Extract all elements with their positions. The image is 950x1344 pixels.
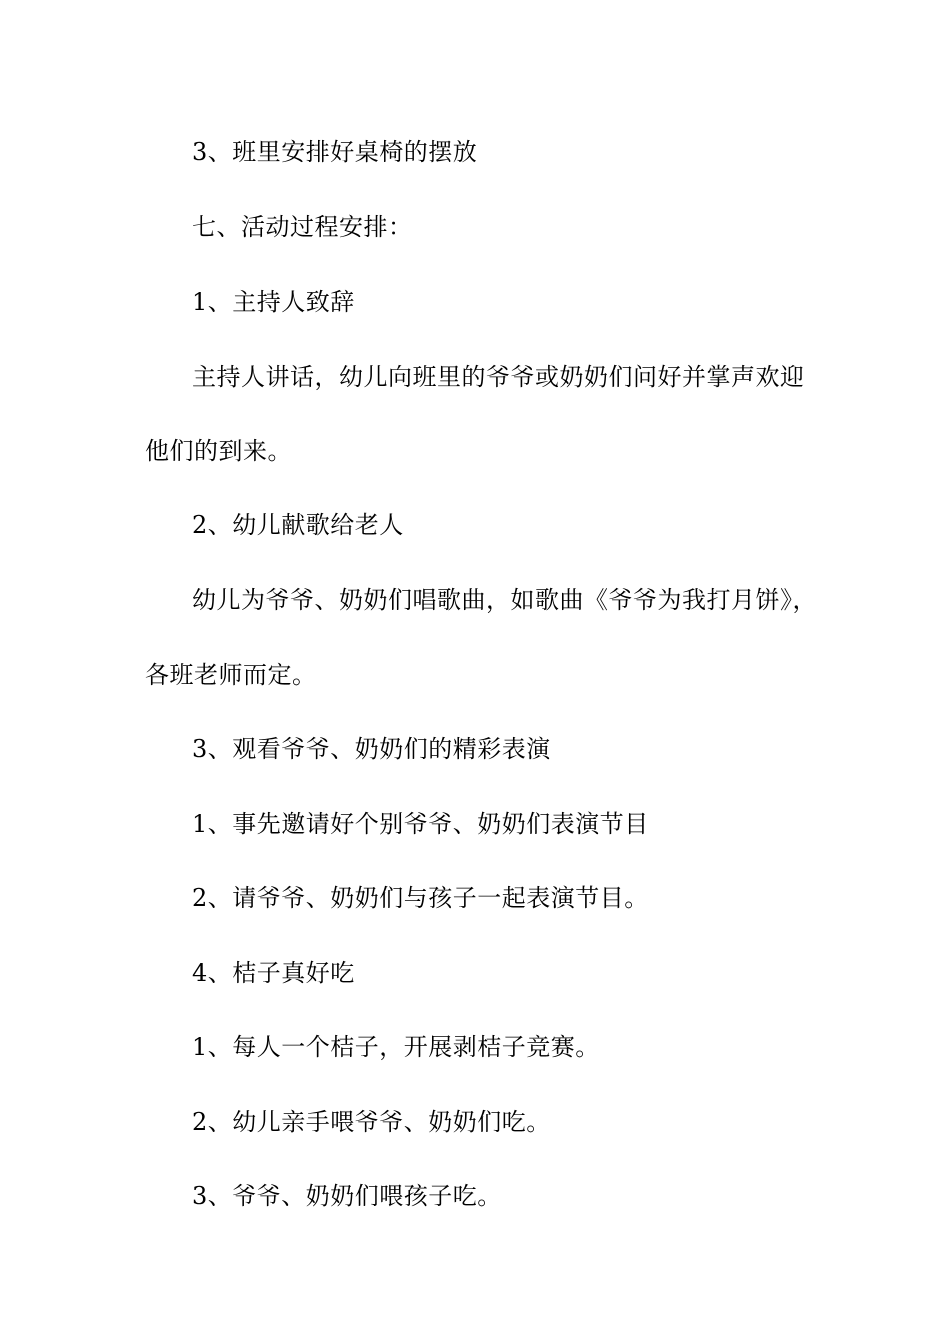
paragraph-line: 他们的到来。	[145, 437, 292, 465]
list-item: 2、请爷爷、奶奶们与孩子一起表演节目。	[192, 884, 649, 912]
subsection-heading: 2、幼儿献歌给老人	[192, 511, 404, 539]
paragraph-line: 各班老师而定。	[145, 661, 317, 689]
subsection-heading: 3、观看爷爷、奶奶们的精彩表演	[192, 735, 551, 763]
list-item: 1、每人一个桔子，开展剥桔子竞赛。	[192, 1033, 600, 1061]
subsection-heading: 1、主持人致辞	[192, 288, 355, 316]
paragraph-line: 幼儿为爷爷、奶奶们唱歌曲，如歌曲《爷爷为我打月饼》，	[192, 586, 817, 614]
paragraph-line: 3、班里安排好桌椅的摆放	[192, 138, 478, 166]
list-item: 3、爷爷、奶奶们喂孩子吃。	[192, 1182, 502, 1210]
list-item: 1、事先邀请好个别爷爷、奶奶们表演节目	[192, 810, 649, 838]
list-item: 2、幼儿亲手喂爷爷、奶奶们吃。	[192, 1108, 551, 1136]
paragraph-line: 主持人讲话，幼儿向班里的爷爷或奶奶们问好并掌声欢迎	[192, 363, 805, 391]
section-heading: 七、活动过程安排：	[192, 213, 413, 241]
subsection-heading: 4、桔子真好吃	[192, 959, 355, 987]
